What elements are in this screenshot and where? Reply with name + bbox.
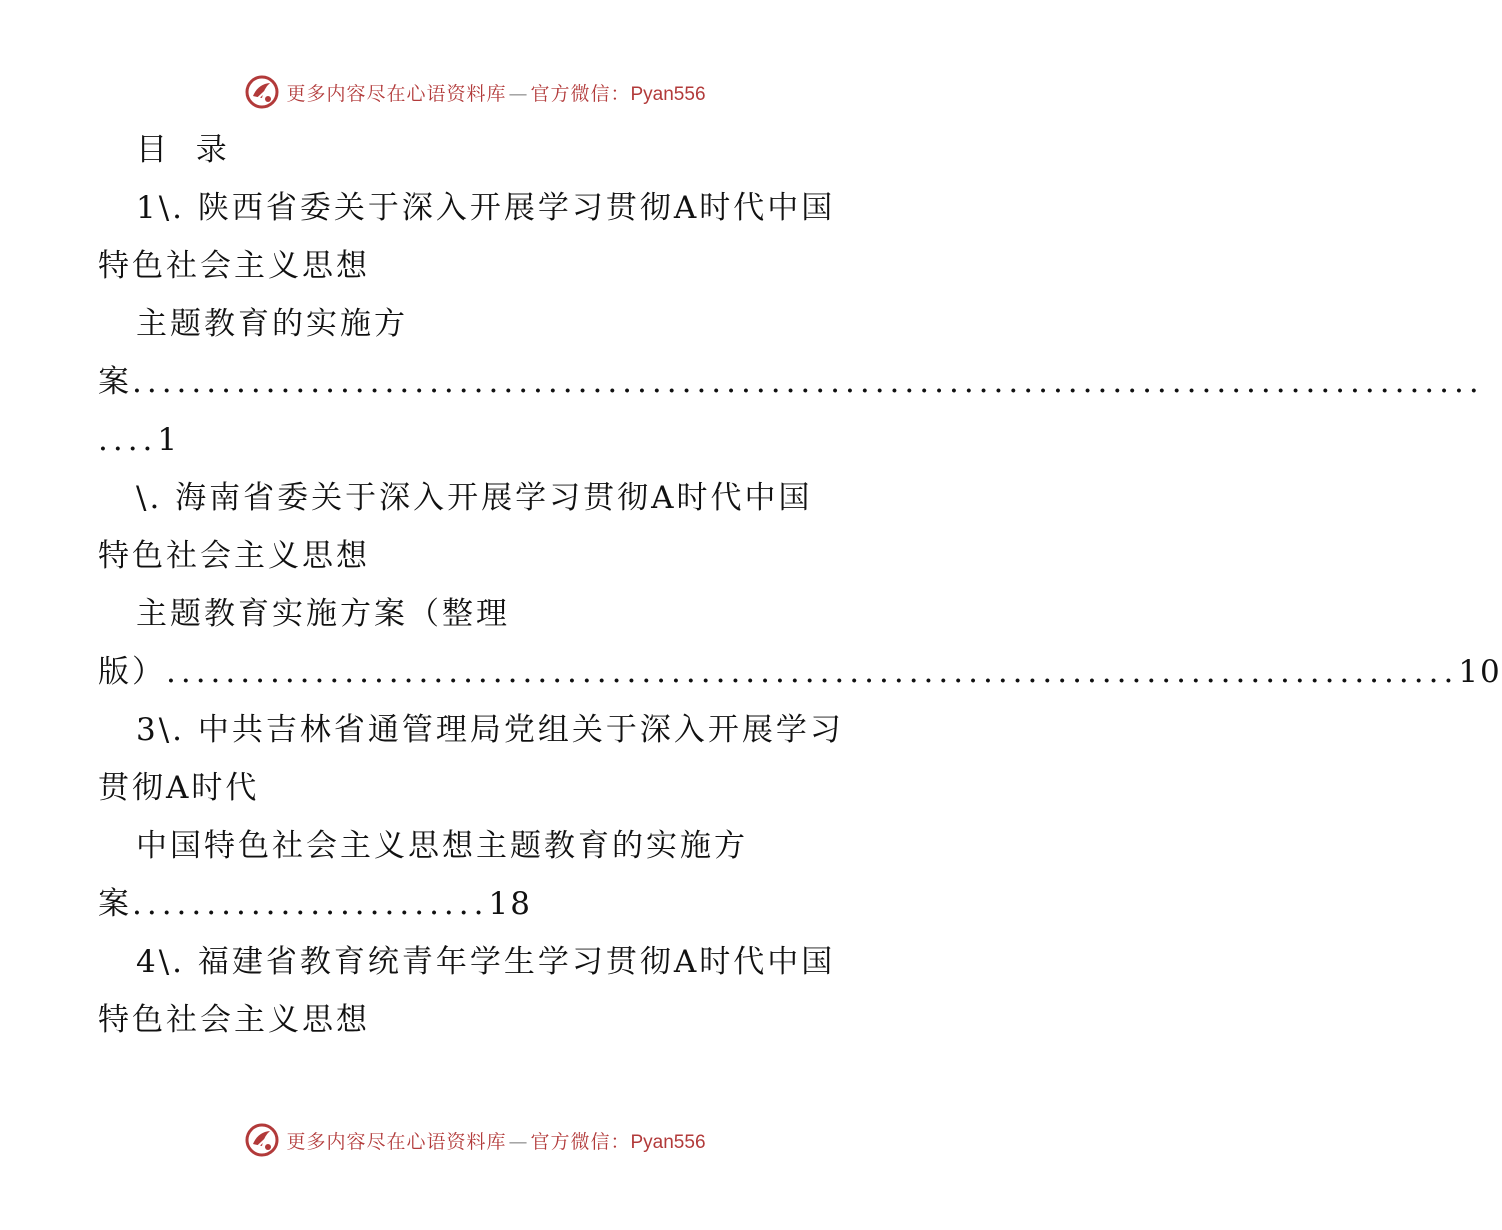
toc-entry-3-line-2[interactable]: 贯彻A时代 — [98, 770, 260, 806]
watermark-handle: Pyan556 — [630, 1131, 706, 1153]
header-watermark — [0, 70, 950, 114]
toc-entry-2-line-1[interactable]: \. 海南省委关于深入开展学习贯彻A时代中国 — [136, 480, 813, 516]
toc-entry-1-dot-leader-cont: .... — [98, 422, 158, 458]
toc-entry-3-line-3[interactable]: 中国特色社会主义思想主题教育的实施方 — [136, 828, 748, 864]
watermark-handle: Pyan556 — [630, 83, 706, 105]
toc-entry-2-page-number: 10 — [1458, 654, 1502, 690]
toc-entry-3-tail-word: 案 — [98, 886, 132, 922]
toc-entry-2-tail-word: 版） — [98, 654, 166, 690]
toc-entry-1-leader-line[interactable] — [98, 353, 1484, 411]
watermark-wechat-label: 官方微信： — [530, 1130, 631, 1153]
toc-heading: 目 录 — [136, 132, 230, 168]
toc-entry-1-dot-leader: ........................................................................................... — [132, 364, 1484, 400]
brand-logo-icon — [244, 1122, 280, 1158]
watermark-separator: — — [508, 82, 529, 105]
toc-entry-1-line-1[interactable]: 1\. 陕西省委关于深入开展学习贯彻A时代中国 — [136, 190, 836, 226]
toc-entry-2-leader-line[interactable] — [98, 643, 1502, 701]
toc-entry-1-tail-word: 案 — [98, 364, 132, 400]
watermark-site-name: 更多内容尽在心语资料库 — [286, 82, 507, 105]
toc-entry-1-line-3[interactable]: 主题教育的实施方 — [136, 306, 408, 342]
toc-entry-1-page-number: 1 — [157, 422, 181, 458]
watermark-text — [286, 1127, 705, 1154]
watermark-wechat-label: 官方微信： — [530, 82, 631, 105]
toc-entry-1-page-line[interactable] — [98, 411, 858, 469]
toc-entry-3-dot-leader: ........................ — [132, 886, 489, 922]
toc-entry-4-line-2[interactable]: 特色社会主义思想 — [98, 1002, 370, 1038]
toc-entry-3-page-number: 18 — [488, 886, 532, 922]
toc-entry-2-line-3[interactable]: 主题教育实施方案（整理 — [136, 596, 510, 632]
watermark-site-name: 更多内容尽在心语资料库 — [286, 1130, 507, 1153]
brand-logo-icon — [244, 74, 280, 110]
footer-watermark — [0, 1118, 950, 1162]
watermark-separator: — — [508, 1130, 529, 1153]
toc-content — [98, 121, 1502, 1049]
toc-entry-2-dot-leader: ....................................................................................... — [166, 654, 1459, 690]
toc-entry-3-leader-line[interactable] — [98, 875, 858, 933]
watermark-text — [286, 79, 705, 106]
toc-entry-1-line-2[interactable]: 特色社会主义思想 — [98, 248, 370, 284]
toc-entry-2-line-2[interactable]: 特色社会主义思想 — [98, 538, 370, 574]
toc-entry-3-line-1[interactable]: 3\. 中共吉林省通管理局党组关于深入开展学习 — [136, 712, 844, 748]
toc-entry-4-line-1[interactable]: 4\. 福建省教育统青年学生学习贯彻A时代中国 — [136, 944, 836, 980]
